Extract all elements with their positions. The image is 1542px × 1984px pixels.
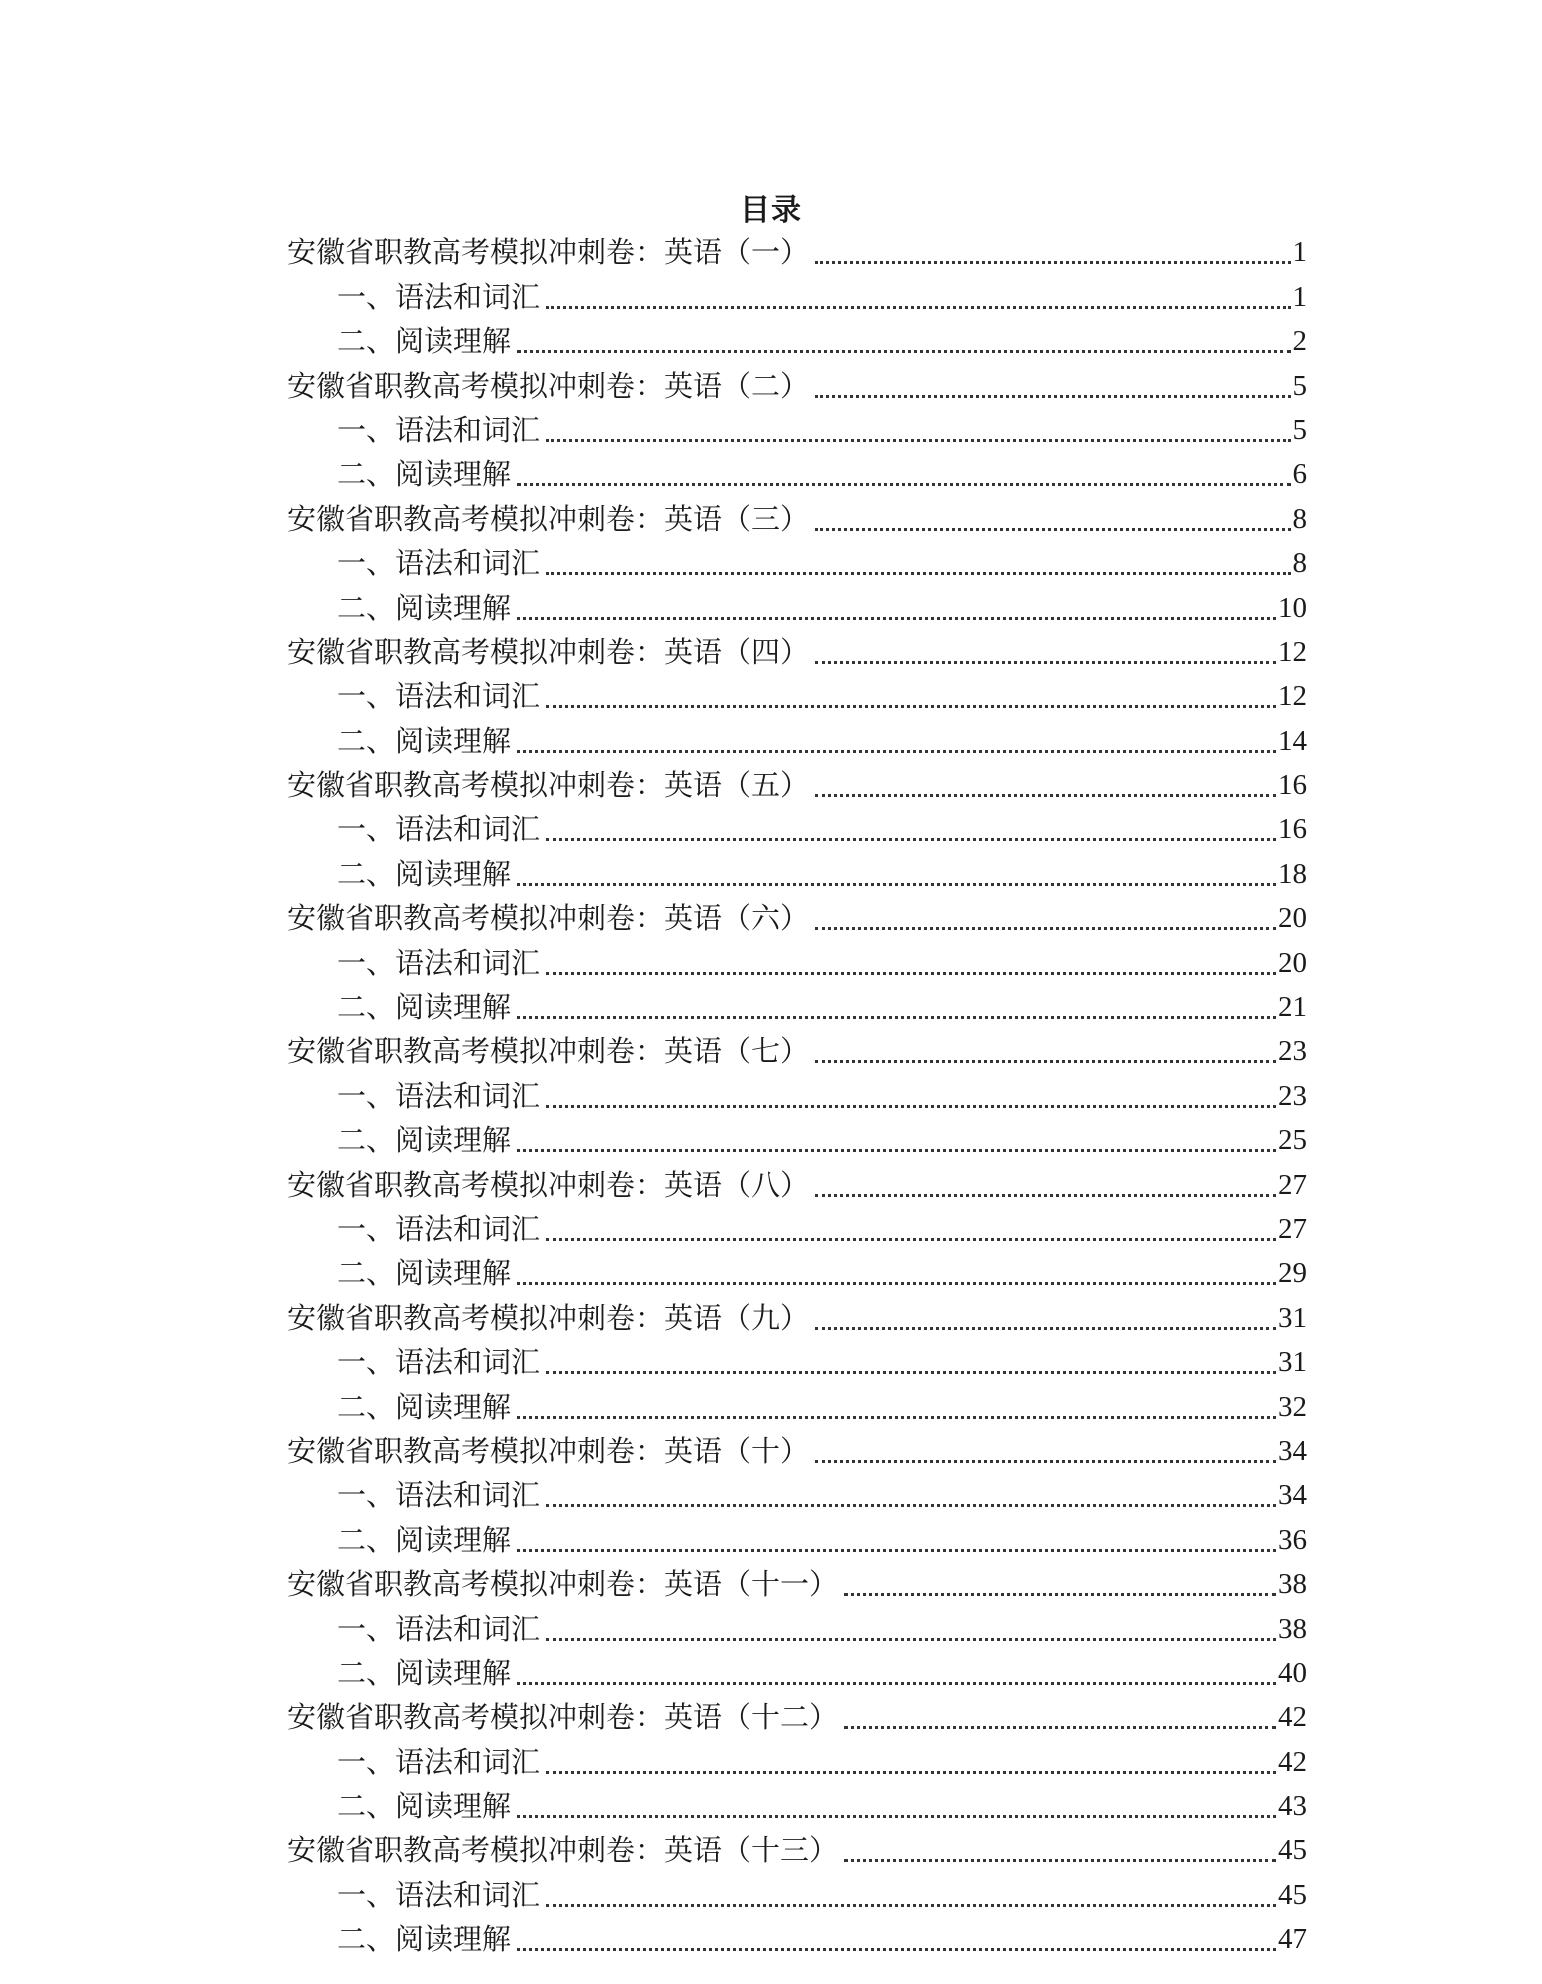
toc-dot-leader <box>517 483 1290 486</box>
toc-entry-label: 一、语法和词汇 <box>337 1611 541 1646</box>
toc-dot-leader <box>517 617 1276 620</box>
toc-dot-leader <box>815 1060 1276 1063</box>
toc-entry-section[interactable] <box>287 1784 1307 1828</box>
toc-entry-section[interactable] <box>287 1517 1307 1561</box>
toc-page-number: 23 <box>1278 1079 1307 1112</box>
toc-entry-label: 安徽省职教高考模拟冲刺卷：英语（八） <box>287 1167 810 1202</box>
toc-dot-leader <box>815 794 1276 797</box>
toc-entry-section[interactable] <box>287 851 1307 895</box>
toc-entry-label: 一、语法和词汇 <box>337 279 541 314</box>
toc-entry-label: 安徽省职教高考模拟冲刺卷：英语（六） <box>287 901 810 936</box>
toc-dot-leader <box>517 1416 1276 1419</box>
toc-dot-leader <box>517 350 1290 353</box>
toc-page-number: 32 <box>1278 1390 1307 1423</box>
toc-page-number: 34 <box>1278 1434 1307 1467</box>
toc-dot-leader <box>844 1859 1276 1862</box>
toc-entry-label: 安徽省职教高考模拟冲刺卷：英语（五） <box>287 768 810 803</box>
toc-page-number: 42 <box>1278 1701 1307 1734</box>
toc-entry-label: 二、阅读理解 <box>337 990 512 1025</box>
toc-entry-section[interactable] <box>287 1739 1307 1783</box>
toc-dot-leader <box>815 528 1290 531</box>
toc-page-number: 29 <box>1278 1257 1307 1290</box>
toc-entry-section[interactable] <box>287 718 1307 762</box>
toc-entry-section[interactable] <box>287 1917 1307 1961</box>
toc-entry-label: 一、语法和词汇 <box>337 1345 541 1380</box>
toc-entry-section[interactable] <box>287 985 1307 1029</box>
toc-entry-chapter[interactable] <box>287 1562 1307 1606</box>
toc-entry-section[interactable] <box>287 1251 1307 1295</box>
toc-page-number: 14 <box>1278 724 1307 757</box>
toc-dot-leader <box>546 439 1290 442</box>
toc-dot-leader <box>815 261 1290 264</box>
toc-page-number: 12 <box>1278 635 1307 668</box>
toc-dot-leader <box>546 1904 1276 1907</box>
toc-entry-section[interactable] <box>287 1872 1307 1916</box>
toc-dot-leader <box>517 1016 1276 1019</box>
toc-entry-chapter[interactable] <box>287 1828 1307 1872</box>
toc-page-number: 20 <box>1278 946 1307 979</box>
toc-page-number: 2 <box>1292 325 1307 358</box>
toc-dot-leader <box>517 1549 1276 1552</box>
toc-entry-label: 一、语法和词汇 <box>337 1211 541 1246</box>
toc-page-number: 1 <box>1292 236 1307 269</box>
toc-entry-chapter[interactable] <box>287 1695 1307 1739</box>
toc-page-number: 45 <box>1278 1834 1307 1867</box>
toc-dot-leader <box>546 1504 1276 1507</box>
toc-page-number: 31 <box>1278 1301 1307 1334</box>
toc-dot-leader <box>815 927 1276 930</box>
toc-entry-label: 一、语法和词汇 <box>337 1478 541 1513</box>
toc-entry-label: 安徽省职教高考模拟冲刺卷：英语（二） <box>287 368 810 403</box>
toc-entry-label: 二、阅读理解 <box>337 590 512 625</box>
toc-page-number: 5 <box>1292 413 1307 446</box>
toc-page-number: 42 <box>1278 1745 1307 1778</box>
toc-page-number: 36 <box>1278 1523 1307 1556</box>
toc-entry-section[interactable] <box>287 1207 1307 1251</box>
toc-entry-section[interactable] <box>287 541 1307 585</box>
toc-entry-label: 二、阅读理解 <box>337 1123 512 1158</box>
toc-page-number: 27 <box>1278 1168 1307 1201</box>
toc-entry-section[interactable] <box>287 408 1307 452</box>
toc-entry-label: 安徽省职教高考模拟冲刺卷：英语（十） <box>287 1433 810 1468</box>
toc-page-number: 40 <box>1278 1656 1307 1689</box>
toc-entry-section[interactable] <box>287 1473 1307 1517</box>
toc-page-number: 21 <box>1278 991 1307 1024</box>
toc-page-number: 43 <box>1278 1790 1307 1823</box>
toc-dot-leader <box>517 1815 1276 1818</box>
toc-entry-label: 二、阅读理解 <box>337 1256 512 1291</box>
toc-entry-chapter[interactable] <box>287 896 1307 940</box>
toc-entry-section[interactable] <box>287 1340 1307 1384</box>
toc-dot-leader <box>546 838 1276 841</box>
toc-entry-section[interactable] <box>287 1384 1307 1428</box>
toc-page-number: 12 <box>1278 680 1307 713</box>
toc-entry-label: 一、语法和词汇 <box>337 812 541 847</box>
toc-entry-label: 二、阅读理解 <box>337 1922 512 1957</box>
toc-entry-label: 一、语法和词汇 <box>337 945 541 980</box>
toc-entry-section[interactable] <box>287 674 1307 718</box>
toc-dot-leader <box>844 1593 1276 1596</box>
toc-entry-label: 一、语法和词汇 <box>337 546 541 581</box>
toc-page-number: 47 <box>1278 1923 1307 1956</box>
toc-page-number: 16 <box>1278 769 1307 802</box>
toc-dot-leader <box>844 1726 1276 1729</box>
toc-entry-label: 安徽省职教高考模拟冲刺卷：英语（一） <box>287 235 810 270</box>
toc-page-number: 6 <box>1292 458 1307 491</box>
toc-entry-chapter[interactable] <box>287 230 1307 274</box>
toc-entry-label: 一、语法和词汇 <box>337 412 541 447</box>
toc-entry-chapter[interactable] <box>287 363 1307 407</box>
toc-page-number: 1 <box>1292 280 1307 313</box>
toc-entry-label: 二、阅读理解 <box>337 1655 512 1690</box>
toc-entry-section[interactable] <box>287 452 1307 496</box>
toc-entry-label: 二、阅读理解 <box>337 324 512 359</box>
toc-entry-label: 一、语法和词汇 <box>337 679 541 714</box>
toc-page-number: 31 <box>1278 1346 1307 1379</box>
toc-dot-leader <box>815 1194 1276 1197</box>
toc-entry-label: 安徽省职教高考模拟冲刺卷：英语（四） <box>287 634 810 669</box>
toc-entry-chapter[interactable] <box>287 1295 1307 1339</box>
toc-dot-leader <box>546 705 1276 708</box>
toc-entry-section[interactable] <box>287 274 1307 318</box>
toc-entry-chapter[interactable] <box>287 1429 1307 1473</box>
toc-page-number: 38 <box>1278 1612 1307 1645</box>
toc-page-number: 23 <box>1278 1035 1307 1068</box>
toc-entry-chapter[interactable] <box>287 763 1307 807</box>
toc-entry-section[interactable] <box>287 1651 1307 1695</box>
toc-entry-label: 二、阅读理解 <box>337 723 512 758</box>
toc-entry-label: 安徽省职教高考模拟冲刺卷：英语（十三） <box>287 1833 839 1868</box>
toc-entry-label: 安徽省职教高考模拟冲刺卷：英语（十一） <box>287 1567 839 1602</box>
toc-page-number: 20 <box>1278 902 1307 935</box>
toc-page-number: 16 <box>1278 813 1307 846</box>
toc-entry-section[interactable] <box>287 1118 1307 1162</box>
toc-dot-leader <box>546 1638 1276 1641</box>
toc-entry-label: 二、阅读理解 <box>337 1389 512 1424</box>
toc-entry-chapter[interactable] <box>287 1029 1307 1073</box>
toc-entry-section[interactable] <box>287 1073 1307 1117</box>
toc-entry-label: 二、阅读理解 <box>337 457 512 492</box>
toc-entry-label: 安徽省职教高考模拟冲刺卷：英语（九） <box>287 1300 810 1335</box>
toc-dot-leader <box>546 1371 1276 1374</box>
toc-entry-section[interactable] <box>287 940 1307 984</box>
toc-dot-leader <box>815 1460 1276 1463</box>
toc-dot-leader <box>546 306 1290 309</box>
toc-page-number: 38 <box>1278 1568 1307 1601</box>
toc-entry-label: 一、语法和词汇 <box>337 1877 541 1912</box>
toc-dot-leader <box>815 395 1290 398</box>
toc-entry-section[interactable] <box>287 807 1307 851</box>
toc-page-number: 8 <box>1292 502 1307 535</box>
toc-dot-leader <box>546 1105 1276 1108</box>
toc-dot-leader <box>546 1238 1276 1241</box>
toc-entry-label: 二、阅读理解 <box>337 1522 512 1557</box>
toc-dot-leader <box>546 572 1290 575</box>
toc-entry-label: 安徽省职教高考模拟冲刺卷：英语（七） <box>287 1034 810 1069</box>
toc-entry-label: 二、阅读理解 <box>337 1789 512 1824</box>
toc-dot-leader <box>546 972 1276 975</box>
toc-entry-chapter[interactable] <box>287 496 1307 540</box>
toc-page-number: 18 <box>1278 857 1307 890</box>
toc-dot-leader <box>517 1948 1276 1951</box>
toc-page-number: 10 <box>1278 591 1307 624</box>
toc-page-number: 8 <box>1292 547 1307 580</box>
toc-dot-leader <box>517 1149 1276 1152</box>
toc-page-number: 34 <box>1278 1479 1307 1512</box>
toc-list <box>287 230 1307 1961</box>
toc-entry-section[interactable] <box>287 585 1307 629</box>
toc-dot-leader <box>517 1682 1276 1685</box>
toc-page-number: 25 <box>1278 1124 1307 1157</box>
toc-page-number: 45 <box>1278 1878 1307 1911</box>
toc-title: 目录 <box>740 193 802 228</box>
toc-dot-leader <box>517 750 1276 753</box>
toc-dot-leader <box>546 1771 1276 1774</box>
toc-entry-section[interactable] <box>287 1606 1307 1650</box>
toc-page-number: 5 <box>1292 369 1307 402</box>
toc-entry-label: 安徽省职教高考模拟冲刺卷：英语（十二） <box>287 1700 839 1735</box>
toc-entry-chapter[interactable] <box>287 630 1307 674</box>
toc-page-number: 27 <box>1278 1212 1307 1245</box>
toc-entry-label: 一、语法和词汇 <box>337 1078 541 1113</box>
toc-dot-leader <box>815 661 1276 664</box>
toc-entry-label: 一、语法和词汇 <box>337 1744 541 1779</box>
toc-dot-leader <box>815 1327 1276 1330</box>
toc-entry-label: 二、阅读理解 <box>337 856 512 891</box>
toc-entry-label: 安徽省职教高考模拟冲刺卷：英语（三） <box>287 501 810 536</box>
toc-entry-section[interactable] <box>287 319 1307 363</box>
toc-dot-leader <box>517 883 1276 886</box>
toc-entry-chapter[interactable] <box>287 1162 1307 1206</box>
toc-dot-leader <box>517 1282 1276 1285</box>
